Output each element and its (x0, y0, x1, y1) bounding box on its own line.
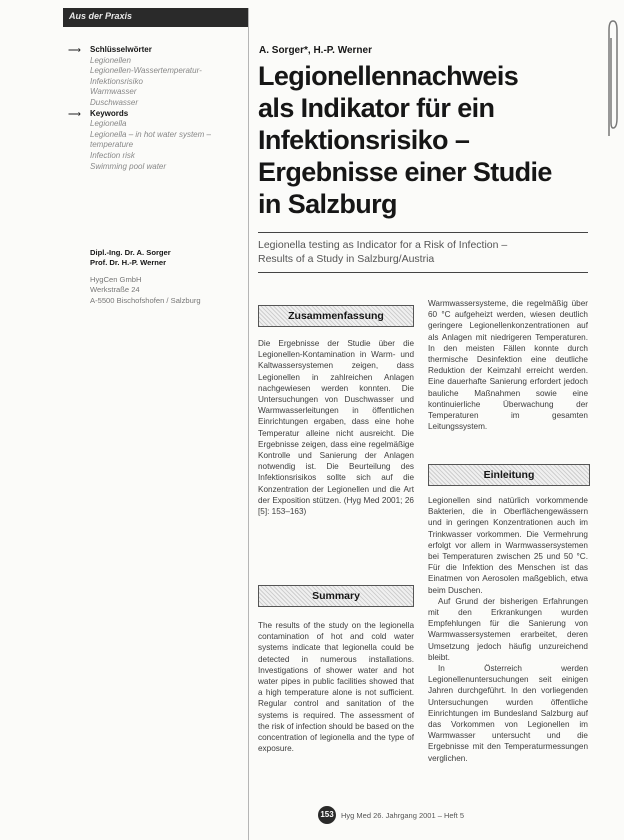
arrow-right-icon: ⟶ (68, 45, 81, 55)
title-line: Infektionsrisiko – (258, 125, 470, 155)
keyword-item: Legionella (90, 119, 127, 129)
einleitung-text: Legionellen sind natürlich vorkommende Bakterien, die in Oberflächengewässern und in geringen Konzentrationen auch im Trinkwasser vorkommen. Die Vermehrung erfolgt vor allem in Warmwassersystemen bei Temperaturen zwischen 25 und 50 °C. Für die Infektion des Menschen ist das Einatmen von Aerosolen maßgeblich, etwa beim Duschen. Auf Grund der bisherigen Erfahrungen mit den Erkrankungen wurden Empfehlungen für die Sanierung von Warmwassersystemen erarbeitet, deren Umsetzung jedoch häufig unzureichend bleibt. In Österreich werden Legionellenuntersuchungen seit einigen Jahren durchgeführt. In den vorliegenden Untersuchungen wurden öffentliche Einrichtungen im Bundesland Salzburg auf das Vorkommen von Legionellen im Warmwasser untersucht und die Ergebnisse mit den Temperaturmessungen verglichen. (428, 496, 588, 763)
address-line: HygCen GmbH (90, 274, 142, 284)
keywords-de-title: Schlüsselwörter (90, 45, 152, 54)
title-line: in Salzburg (258, 189, 397, 219)
intro-continuation-text: Warmwassersysteme, die regelmäßig über 60 °C aufgeheizt werden, wiesen deutlich geringere Legionellenkonzentrationen auf als Anlagen mit niedrigeren Temperaturen. In den meisten Fällen konnte durch thermische Desinfektion eine deutliche Reduktion der Keimzahl erreicht werden. Eine dauerhafte Sanierung erfordert jedoch bauliche Maßnahmen sowie eine kontinuierliche Überwachung der Temperaturen im gesamten Leitungssystem. (428, 299, 588, 432)
address-line: A-5500 Bischofshofen / Salzburg (90, 295, 201, 305)
paper-clip-icon (606, 18, 620, 138)
author-affiliation (90, 248, 248, 306)
heading-zusammenfassung: Zusammenfassung (258, 305, 414, 327)
author-name: Dipl.-Ing. Dr. A. Sorger (90, 248, 171, 257)
title-line: Ergebnisse einer Studie (258, 157, 552, 187)
keyword-item: Legionellen (90, 55, 131, 65)
journal-reference: Hyg Med 26. Jahrgang 2001 – Heft 5 (341, 810, 464, 820)
title-line: als Indikator für ein (258, 93, 495, 123)
article-subtitle: Legionella testing as Indicator for a Risk of Infection – Results of a Study in Salzburg/Austria (258, 239, 508, 265)
section-label: Aus der Praxis (69, 11, 133, 21)
article-title (258, 60, 598, 220)
page-number: 153 (318, 806, 336, 824)
column-divider (248, 8, 249, 840)
keyword-item: Warmwasser (90, 87, 137, 97)
author-name: Prof. Dr. H.-P. Werner (90, 258, 167, 268)
arrow-right-icon: ⟶ (68, 108, 81, 119)
keywords-block (68, 45, 246, 172)
page-footer (318, 806, 464, 824)
keyword-item: Legionellen-Wassertemperatur-Infektionsrisiko (90, 66, 202, 86)
section-label-bar (63, 8, 248, 27)
keyword-item: Duschwasser (90, 97, 139, 107)
keyword-item: Swimming pool water (90, 161, 167, 171)
article-authors: A. Sorger*, H.-P. Werner (259, 45, 372, 56)
zusammenfassung-text: Die Ergebnisse der Studie über die Legionellen-Kontamination in Warm- und Kaltwassersystemen zeigen, dass Legionellen in zahlreichen Anlagen nachgewiesen werden konnten. Die Untersuchungen von Duschwasser und Warmwasserleitungen in öffentlichen Einrichtungen ergaben, dass eine hohe Temperatur alleine nicht ausreicht. Die Ergebnisse zeigen, dass eine regelmäßige Kontrolle und Sanierung der Anlagen notwendig ist. Die Beurteilung des Infektionsrisikos sollte sich auf die Konzentration der Legionellen und die Art der Exposition stützen. (Hyg Med 2001; 26 [5]: 153–163) (258, 339, 414, 517)
keyword-item: Infection risk (90, 150, 135, 160)
keyword-item: Legionella – in hot water system – temperature (90, 129, 211, 150)
address-line: Werkstraße 24 (90, 285, 140, 295)
subtitle-rule (258, 272, 588, 273)
heading-summary: Summary (258, 585, 414, 607)
title-rule (258, 232, 588, 233)
keywords-en-title: Keywords (90, 108, 129, 118)
heading-einleitung: Einleitung (428, 464, 590, 486)
title-line: Legionellennachweis (258, 61, 519, 91)
summary-text: The results of the study on the legionella contamination of hot and cold water systems indicate that legionella could be detected in numerous installations. Investigations of shower water and hot water pipes in public facilities showed that a high temperature alone is not sufficient. Regular control and sanitation of the systems is required. The assessment of the risk of infection should be based on the concentration of legionella and the type of exposure. (258, 621, 414, 754)
